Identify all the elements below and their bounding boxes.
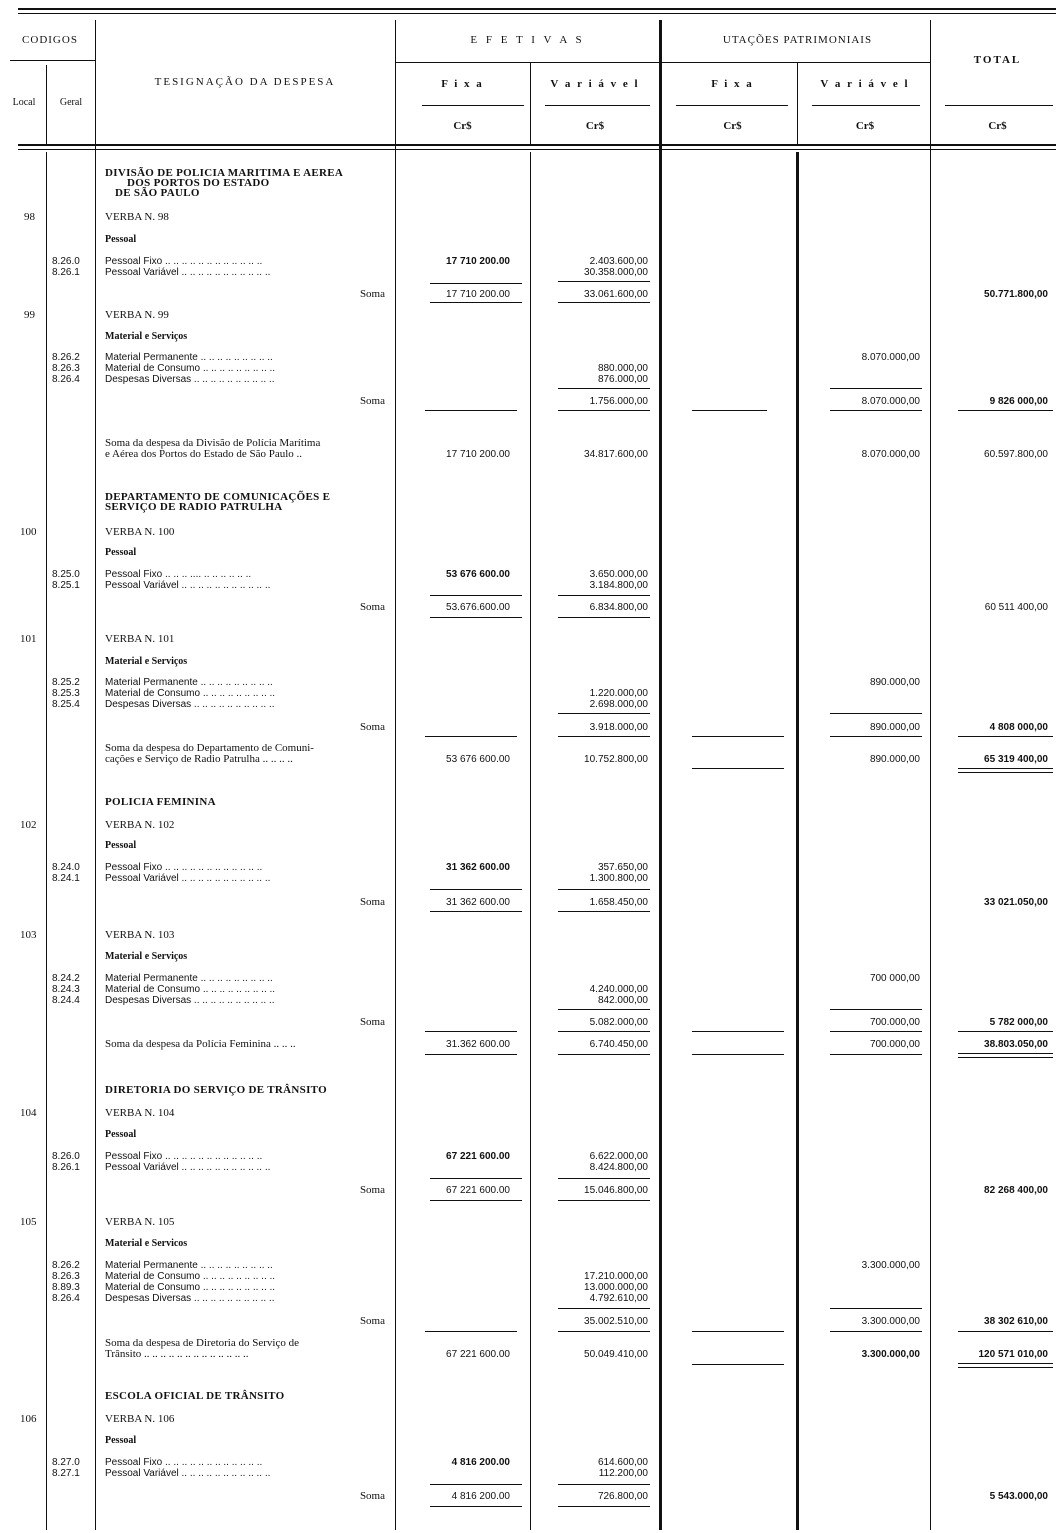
header-cr-rule-5 [945, 105, 1053, 106]
verba-title: VERBA N. 104 [105, 1107, 175, 1119]
verba-items: Material Permanente .. .. .. .. .. .. .. .. .. Material de Consumo .. .. .. .. .. .. .. .. .. Despesas Diversas .. .. .. .. .. .. .. .. .. .. [105, 973, 276, 1006]
soma-label: Soma [359, 288, 385, 300]
top-rule-2 [18, 13, 1056, 14]
section-total-ef-var: 34.817.600,00 [584, 449, 648, 460]
header-cr-rule-2 [545, 105, 650, 106]
verba-group: Pessoal [105, 547, 137, 558]
underline [558, 595, 650, 596]
underline [558, 1031, 650, 1032]
ef-fixa-value: 67 221 600.00 [446, 1151, 510, 1162]
underline [558, 1178, 650, 1179]
verba-items: Pessoal Fixo .. .. .. .... .. .. .. .. .. .. Pessoal Variável .. .. .. .. .. .. .. .. .. .. .. [105, 569, 271, 591]
verba-items: Material Permanente .. .. .. .. .. .. .. .. .. Material de Consumo .. .. .. .. .. .. .. .. .. Material de Consumo .. .. .. .. .. .. .. .. .. Despesas Diversas .. .. .. .. .. .. .. .. .. .. [105, 1260, 276, 1304]
verba-codes: 8.24.0 8.24.1 [52, 862, 80, 884]
underline [958, 1031, 1053, 1032]
section-title: DIVISÃO DE POLICIA MARITIMA E AEREA DOS PORTOS DO ESTADO DE SÃO PAULO [105, 167, 344, 199]
header-geral: Geral [59, 97, 83, 108]
soma-ef-var: 15.046.800,00 [584, 1185, 648, 1196]
verba-items: Material Permanente .. .. .. .. .. .. .. .. .. Material de Consumo .. .. .. .. .. .. .. .. .. Despesas Diversas .. .. .. .. .. .. .. .. .. .. [105, 677, 276, 710]
section-total-ef-fixa: 53 676 600.00 [446, 754, 510, 765]
ef-fixa-value: 53 676 600.00 [446, 569, 510, 580]
verba-group: Material e Servicos [105, 1238, 188, 1249]
verba-group: Pessoal [105, 234, 137, 245]
section-total-ef-var: 10.752.800,00 [584, 754, 648, 765]
underline [425, 1031, 517, 1032]
underline [692, 768, 784, 769]
soma-ef-var: 1.658.450,00 [589, 897, 648, 908]
header-cr-rule-1 [422, 105, 524, 106]
header-cr-rule-3 [676, 105, 788, 106]
underline [958, 1331, 1053, 1332]
underline [830, 1054, 922, 1055]
soma-ef-fixa: 4 816 200.00 [451, 1491, 510, 1502]
underline [830, 736, 922, 737]
soma-mp-var: 3.300.000,00 [861, 1316, 920, 1327]
section-total-ef-var: 50.049.410,00 [584, 1349, 648, 1360]
soma-label: Soma [359, 1315, 385, 1327]
underline [830, 713, 922, 714]
verba-local: 104 [20, 1107, 37, 1119]
verba-local: 99 [24, 309, 35, 321]
double-underline [958, 1053, 1053, 1058]
verba-codes: 8.26.2 8.26.3 8.89.3 8.26.4 [52, 1260, 80, 1304]
underline [558, 1308, 650, 1309]
underline [558, 410, 650, 411]
underline [558, 1331, 650, 1332]
verba-title: VERBA N. 98 [105, 211, 169, 223]
header-cr-2: Cr$ [585, 120, 605, 132]
header-mutacoes: UTAÇÕES PATRIMONIAIS [722, 34, 873, 46]
underline [430, 283, 522, 284]
header-efetivas: E F E T I V A S [470, 34, 585, 46]
verba-group: Pessoal [105, 1129, 137, 1140]
underline [558, 889, 650, 890]
underline [830, 1009, 922, 1010]
section-total-mp-var: 8.070.000,00 [861, 449, 920, 460]
underline [558, 1009, 650, 1010]
verba-group: Pessoal [105, 840, 137, 851]
header-ef-variavel: V a r i á v e l [550, 78, 640, 90]
verba-codes: 8.26.2 8.26.3 8.26.4 [52, 352, 80, 385]
underline [692, 736, 784, 737]
underline [830, 410, 922, 411]
verba-items: Material Permanente .. .. .. .. .. .. .. .. .. Material de Consumo .. .. .. .. .. .. .. .. .. Despesas Diversas .. .. .. .. .. .. .. .. .. .. [105, 352, 276, 385]
soma-label: Soma [359, 896, 385, 908]
verba-title: VERBA N. 101 [105, 633, 175, 645]
underline [425, 410, 517, 411]
section-total: 65 319 400,00 [984, 754, 1048, 765]
underline [558, 1200, 650, 1201]
verba-group: Material e Serviços [105, 331, 188, 342]
section-total-ef-fixa: 31.362 600.00 [446, 1039, 510, 1050]
verba-title: VERBA N. 102 [105, 819, 175, 831]
verba-local: 106 [20, 1413, 37, 1425]
col-line-codes [95, 20, 96, 1530]
soma-ef-var: 35.002.510,00 [584, 1316, 648, 1327]
soma-ef-var: 6.834.800,00 [589, 602, 648, 613]
mp-var-value: 8.070.000,00 [861, 352, 920, 363]
header-designacao: TESIGNAÇÃO DA DESPESA [154, 76, 336, 88]
verba-items: Pessoal Fixo .. .. .. .. .. .. .. .. .. .. .. .. Pessoal Variável .. .. .. .. .. .. .. .. .. .. .. [105, 1151, 271, 1173]
underline [430, 595, 522, 596]
underline [830, 1308, 922, 1309]
soma-ef-var: 3.918.000,00 [589, 722, 648, 733]
verba-codes: 8.24.2 8.24.3 8.24.4 [52, 973, 80, 1006]
section-title: ESCOLA OFICIAL DE TRÂNSITO [105, 1390, 285, 1402]
verba-title: VERBA N. 100 [105, 526, 175, 538]
section-title: DEPARTAMENTO DE COMUNICAÇÕES E SERVIÇO DE RADIO PATRULHA [105, 491, 331, 513]
verba-local: 105 [20, 1216, 37, 1228]
underline [425, 1331, 517, 1332]
soma-label: Soma [359, 1016, 385, 1028]
ef-fixa-value: 4 816 200.00 [451, 1457, 510, 1468]
header-cr-5: Cr$ [988, 120, 1007, 132]
section-total-label: Soma da despesa da Polícia Feminina .. .. .. [105, 1038, 296, 1050]
header-bottom-rule [18, 144, 1056, 146]
underline [692, 1054, 784, 1055]
verba-items: Pessoal Fixo .. .. .. .. .. .. .. .. .. .. .. .. Pessoal Variável .. .. .. .. .. .. .. .. .. .. .. [105, 1457, 271, 1479]
verba-group: Material e Serviços [105, 656, 188, 667]
underline [830, 1031, 922, 1032]
header-bottom-rule-2 [18, 149, 1056, 150]
underline [425, 1054, 517, 1055]
underline [558, 617, 650, 618]
header-ef-fixa: F i x a [441, 78, 484, 90]
header-mp-fixa: F i x a [711, 78, 754, 90]
underline [430, 1506, 522, 1507]
soma-label: Soma [359, 601, 385, 613]
header-local: Local [12, 97, 36, 108]
underline [430, 1200, 522, 1201]
verba-total: 60 511 400,00 [984, 602, 1048, 613]
ef-var-values: 2.403.600,00 30.358.000,00 [584, 256, 648, 278]
mp-var-value: 3.300.000,00 [861, 1260, 920, 1271]
ef-var-values: 4.240.000,00 842.000,00 [589, 984, 648, 1006]
underline [692, 410, 767, 411]
underline [830, 1331, 922, 1332]
header-cr-rule-4 [812, 105, 920, 106]
section-total-label: Soma da despesa do Departamento de Comuni- cações e Serviço de Radio Patrulha .. .. .. .. [105, 742, 314, 765]
underline [430, 1178, 522, 1179]
header-codigos-rule [10, 60, 95, 61]
soma-label: Soma [359, 721, 385, 733]
underline [692, 1031, 784, 1032]
double-underline [958, 768, 1053, 773]
underline [430, 302, 522, 303]
underline [692, 1364, 784, 1365]
verba-local: 102 [20, 819, 37, 831]
verba-local: 101 [20, 633, 37, 645]
section-total-ef-var: 6.740.450,00 [589, 1039, 648, 1050]
underline [430, 911, 522, 912]
ef-var-values: 614.600,00 112.200,00 [597, 1457, 648, 1479]
verba-group: Pessoal [105, 1435, 137, 1446]
soma-label: Soma [359, 1184, 385, 1196]
double-underline [958, 1363, 1053, 1368]
header-cr-3: Cr$ [723, 120, 742, 132]
soma-mp-var: 8.070.000,00 [861, 396, 920, 407]
ef-fixa-value: 17 710 200.00 [446, 256, 510, 267]
verba-title: VERBA N. 106 [105, 1413, 175, 1425]
col-line-ef-mid [530, 62, 531, 146]
top-rule [18, 8, 1056, 10]
underline [430, 617, 522, 618]
underline [558, 1054, 650, 1055]
section-total: 38.803.050,00 [984, 1039, 1048, 1050]
col-line-local-geral-body [46, 152, 47, 1530]
header-cr-4: Cr$ [855, 120, 875, 132]
verba-codes: 8.27.0 8.27.1 [52, 1457, 80, 1479]
verba-codes: 8.26.0 8.26.1 [52, 256, 80, 278]
verba-title: VERBA N. 103 [105, 929, 175, 941]
verba-total: 82 268 400,00 [984, 1185, 1048, 1196]
header-subrule [395, 62, 930, 63]
soma-ef-fixa: 17 710 200.00 [446, 289, 510, 300]
section-total-mp-var: 3.300.000,00 [861, 1349, 920, 1360]
verba-total: 5 782 000,00 [989, 1017, 1048, 1028]
underline [558, 713, 650, 714]
underline [558, 736, 650, 737]
underline [558, 302, 650, 303]
section-total: 60.597.800,00 [984, 449, 1048, 460]
underline [430, 889, 522, 890]
underline [558, 388, 650, 389]
verba-total: 4 808 000,00 [989, 722, 1048, 733]
underline [692, 1331, 784, 1332]
ef-var-values: 880.000,00 876.000,00 [597, 363, 648, 385]
ef-var-values: 17.210.000,00 13.000.000,00 4.792.610,00 [584, 1271, 648, 1304]
ef-var-values: 357.650,00 1.300.800,00 [589, 862, 648, 884]
verba-codes: 8.25.0 8.25.1 [52, 569, 80, 591]
col-line-designacao [395, 20, 396, 1530]
header-total: TOTAL [973, 54, 1022, 66]
underline [430, 1484, 522, 1485]
soma-ef-var: 1.756.000,00 [589, 396, 648, 407]
verba-total: 9 826 000,00 [989, 396, 1048, 407]
col-line-efetivas [659, 20, 662, 1530]
col-line-local-geral [46, 65, 47, 145]
section-total-ef-fixa: 67 221 600.00 [446, 1349, 510, 1360]
ef-var-values: 3.650.000,00 3.184.800,00 [589, 569, 648, 591]
underline [958, 736, 1053, 737]
mp-var-value: 700 000,00 [869, 973, 920, 984]
ef-fixa-value: 31 362 600.00 [446, 862, 510, 873]
underline [425, 736, 517, 737]
verba-title: VERBA N. 105 [105, 1216, 175, 1228]
header-cr-1: Cr$ [453, 120, 472, 132]
section-total-label: Soma da despesa da Divisão de Polícia Marítima e Aérea dos Portos do Estado de São Paulo .. [105, 437, 321, 460]
verba-codes: 8.26.0 8.26.1 [52, 1151, 80, 1173]
underline [558, 1506, 650, 1507]
soma-mp-var: 700.000,00 [869, 1017, 920, 1028]
soma-ef-fixa: 53.676.600.00 [446, 602, 510, 613]
verba-local: 98 [24, 211, 35, 223]
section-total-mp-var: 700.000,00 [869, 1039, 920, 1050]
soma-ef-fixa: 31 362 600.00 [446, 897, 510, 908]
soma-label: Soma [359, 395, 385, 407]
section-total-mp-var: 890.000,00 [869, 754, 920, 765]
underline [830, 388, 922, 389]
verba-total: 5 543.000,00 [989, 1491, 1048, 1502]
underline [558, 1484, 650, 1485]
verba-items: Pessoal Fixo .. .. .. .. .. .. .. .. .. .. .. .. Pessoal Variável .. .. .. .. .. .. .. .. .. .. .. [105, 256, 271, 278]
underline [558, 281, 650, 282]
verba-local: 103 [20, 929, 37, 941]
col-line-mp-mid-body [796, 152, 799, 1530]
soma-ef-var: 726.800,00 [597, 1491, 648, 1502]
section-total-ef-fixa: 17 710 200.00 [446, 449, 510, 460]
col-line-mutacoes [930, 20, 931, 1530]
soma-label: Soma [359, 1490, 385, 1502]
header-codigos: CODIGOS [22, 34, 78, 46]
verba-group: Material e Serviços [105, 951, 188, 962]
verba-total: 50.771.800,00 [984, 289, 1048, 300]
soma-ef-var: 33.061.600,00 [584, 289, 648, 300]
section-total-label: Soma da despesa de Diretoria do Serviço de Trânsito .. .. .. .. .. .. .. .. .. .. .. .. .. [105, 1337, 299, 1360]
section-title: DIRETORIA DO SERVIÇO DE TRÂNSITO [105, 1084, 327, 1096]
col-line-ef-mid-body [530, 152, 531, 1530]
col-line-mp-mid [797, 62, 798, 146]
mp-var-value: 890.000,00 [869, 677, 920, 688]
verba-total: 38 302 610,00 [984, 1316, 1048, 1327]
verba-local: 100 [20, 526, 37, 538]
underline [958, 410, 1053, 411]
verba-items: Pessoal Fixo .. .. .. .. .. .. .. .. .. .. .. .. Pessoal Variável .. .. .. .. .. .. .. .. .. .. .. [105, 862, 271, 884]
ef-var-values: 1.220.000,00 2.698.000,00 [589, 688, 648, 710]
verba-title: VERBA N. 99 [105, 309, 169, 321]
header-mp-variavel: V a r i á v e l [820, 78, 910, 90]
section-title: POLICIA FEMININA [105, 796, 216, 808]
soma-ef-fixa: 67 221 600.00 [446, 1185, 510, 1196]
underline [558, 911, 650, 912]
soma-ef-var: 5.082.000,00 [589, 1017, 648, 1028]
soma-mp-var: 890.000,00 [869, 722, 920, 733]
verba-total: 33 021.050,00 [984, 897, 1048, 908]
ef-var-values: 6.622.000,00 8.424.800,00 [589, 1151, 648, 1173]
section-total: 120 571 010,00 [978, 1349, 1048, 1360]
verba-codes: 8.25.2 8.25.3 8.25.4 [52, 677, 80, 710]
